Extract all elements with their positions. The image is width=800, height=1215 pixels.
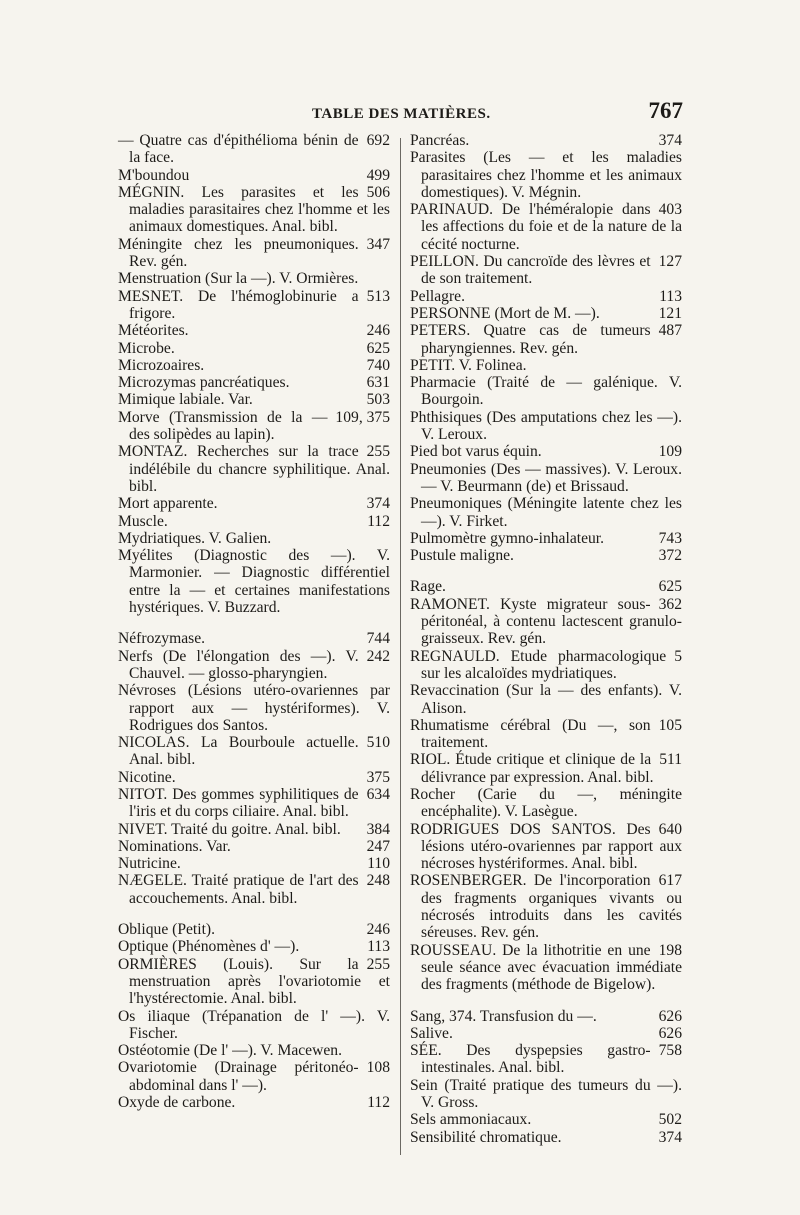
entry-text: NITOT. Des gommes syphilitiques de l'iris et du corps ciliaire. Anal. bibl.	[118, 785, 359, 821]
index-entry	[410, 461, 682, 496]
entry-text: Nicotine.	[118, 768, 176, 786]
entry-text: Menstruation (Sur la —). V. Ormières.	[118, 270, 359, 288]
entry-page: 502	[658, 1111, 682, 1129]
index-entry	[410, 322, 682, 357]
index-entry	[118, 769, 390, 786]
index-entry	[118, 855, 390, 872]
entry-text: Salive.	[410, 1024, 453, 1042]
entry-page: 372	[658, 547, 682, 565]
entry-page: 511	[659, 751, 682, 769]
index-entry	[410, 942, 682, 994]
entry-text: Morve (Transmission de la — des solipèdes au lapin).	[118, 408, 328, 444]
entry-page: 246	[366, 921, 390, 939]
index-entry	[118, 547, 390, 616]
index-entry	[118, 495, 390, 512]
entry-text: Sels ammoniacaux.	[410, 1111, 532, 1129]
entry-text: Optique (Phénomènes d' —).	[118, 938, 300, 956]
entry-page: 105	[658, 716, 682, 734]
entry-page: 255	[366, 955, 390, 973]
entry-page: 758	[658, 1042, 682, 1060]
index-entry	[410, 201, 682, 253]
entry-page: 113	[659, 287, 682, 305]
entry-text: RIOL. Étude critique et clinique de la délivrance par expression. Anal. bibl.	[410, 751, 654, 786]
entry-text: Microzoaires.	[118, 356, 205, 374]
entry-text: Pneumonies (Des — massives). V. Leroux. — V. Beurmann (de) et Brissaud.	[410, 460, 682, 495]
index-entry	[410, 530, 682, 547]
entry-page: 625	[366, 339, 390, 357]
entry-text: PETIT. V. Folinea.	[410, 356, 527, 374]
entry-text: NIVET. Traité du goitre. Anal. bibl.	[118, 820, 341, 838]
index-entry	[118, 1042, 390, 1059]
entry-text: Rocher (Carie du —, méningite encéphalite). V. Lasègue.	[410, 785, 682, 821]
page-header	[118, 98, 683, 128]
entry-page: 626	[658, 1024, 682, 1042]
entry-text: ROSENBERGER. De l'incorporation des fragments organiques vivants ou nécrosés introduits dans les cavités séreuses. Rev. gén.	[410, 872, 682, 942]
index-entry	[410, 751, 682, 786]
entry-text: Parasites (Les — et les maladies parasitaires chez l'homme et les animaux domestiques). V. Mégnin.	[410, 149, 682, 201]
entry-text: Nerfs (De l'élongation des —). V. Chauvel. — glosso-pharyngien.	[118, 647, 359, 682]
entry-text: Pancréas.	[410, 132, 470, 149]
section-gap	[118, 616, 390, 630]
entry-text: Néfrozymase.	[118, 630, 206, 648]
entry-page: 246	[366, 322, 390, 340]
index-entry	[410, 1111, 682, 1128]
entry-page: 503	[366, 391, 390, 409]
entry-text: PEILLON. Du cancroïde des lèvres et de son traitement.	[410, 253, 651, 288]
section-gap	[410, 994, 682, 1008]
index-entry	[118, 938, 390, 955]
index-entry	[118, 682, 390, 734]
index-entry	[410, 374, 682, 409]
index-entry	[118, 838, 390, 855]
entry-page: 403	[658, 201, 682, 219]
index-entry	[118, 184, 390, 236]
entry-text: Oxyde de carbone.	[118, 1094, 236, 1112]
index-entry	[410, 786, 682, 821]
entry-text: Sang, 374. Transfusion du —.	[410, 1007, 597, 1025]
entry-text: Os iliaque (Trépanation de l' —). V. Fischer.	[118, 1007, 390, 1042]
index-entry	[410, 821, 682, 873]
entry-page: 362	[658, 595, 682, 613]
index-entry	[118, 821, 390, 838]
entry-page: 744	[366, 630, 390, 648]
index-entry	[118, 374, 390, 391]
index-entry	[118, 288, 390, 323]
entry-text: Mydriatiques. V. Galien.	[118, 529, 272, 547]
index-entry	[410, 357, 682, 374]
entry-page: 108	[366, 1059, 390, 1077]
entry-page: 740	[366, 356, 390, 374]
index-entry	[410, 682, 682, 717]
index-entry	[410, 1025, 682, 1042]
entry-text: Pharmacie (Traité de — galénique. V. Bourgoin.	[410, 374, 682, 409]
index-entry	[118, 921, 390, 938]
entry-page: 510	[366, 734, 390, 752]
page-number: 767	[648, 98, 683, 123]
index-entry	[118, 357, 390, 374]
index-entry	[118, 409, 390, 444]
entry-text: Muscle.	[118, 512, 168, 530]
index-entry	[410, 1077, 682, 1112]
index-entry	[118, 513, 390, 530]
entry-page: 109	[658, 443, 682, 461]
entry-text: Mimique labiale. Var.	[118, 391, 253, 409]
index-entry	[410, 132, 682, 149]
index-entry	[118, 734, 390, 769]
index-entry	[118, 443, 390, 495]
entry-text: Nominations. Var.	[118, 837, 231, 855]
index-entry	[118, 872, 390, 907]
index-entry	[410, 717, 682, 752]
entry-text: Oblique (Petit).	[118, 921, 216, 939]
entry-text: Nutricine.	[118, 855, 181, 873]
index-entry	[118, 236, 390, 271]
entry-text: Rhumatisme cérébral (Du —, son traitement.	[410, 716, 651, 752]
column-divider	[400, 138, 401, 1155]
entry-page: 112	[367, 1094, 390, 1112]
index-entry	[410, 149, 682, 201]
entry-text: SÉE. Des dyspepsies gastro-intestinales. Anal. bibl.	[410, 1042, 651, 1077]
entry-page: 198	[658, 941, 682, 959]
index-entry	[410, 648, 682, 683]
entry-text: ORMIÈRES (Louis). Sur la menstruation après l'ovariotomie et l'hystérectomie. Anal. bibl.	[118, 955, 390, 1008]
entry-text: Sensibilité chromatique.	[410, 1128, 562, 1146]
entry-text: Sein (Traité pratique des tumeurs du —). V. Gross.	[410, 1076, 682, 1112]
entry-text: Pellagre.	[410, 287, 465, 305]
entry-page: 113	[367, 938, 390, 956]
entry-text: PARINAUD. De l'héméralopie dans les affections du foie et de la nature de la cécité nocturne.	[410, 201, 682, 253]
entry-page: 127	[658, 253, 682, 271]
index-entry	[410, 872, 682, 941]
index-entry	[118, 391, 390, 408]
entry-page: 255	[366, 443, 390, 461]
index-entry	[118, 1094, 390, 1111]
entry-page: 5	[674, 647, 682, 665]
index-entry	[118, 786, 390, 821]
entry-text: Mort apparente.	[118, 495, 218, 513]
index-entry	[118, 1008, 390, 1043]
entry-text: Névroses (Lésions utéro-ovariennes par rapport aux — hystériformes). V. Rodrigues dos Santos.	[118, 682, 390, 734]
entry-page: 121	[658, 304, 682, 322]
index-entry	[410, 305, 682, 322]
index-entry	[410, 253, 682, 288]
entry-text: PETERS. Quatre cas de tumeurs pharyngiennes. Rev. gén.	[410, 322, 651, 357]
index-entry	[118, 167, 390, 184]
entry-page: 374	[658, 1128, 682, 1146]
index-column-right	[410, 132, 682, 1146]
entry-text: MESNET. De l'hémoglobinurie a frigore.	[118, 287, 359, 322]
entry-text: Pustule maligne.	[410, 547, 514, 565]
index-entry	[118, 530, 390, 547]
entry-text: M'boundou	[118, 166, 190, 184]
entry-page: 617	[658, 872, 682, 890]
entry-page: 626	[658, 1007, 682, 1025]
entry-text: MÉGNIN. Les parasites et les maladies parasitaires chez l'homme et les animaux domestiques. Anal. bibl.	[118, 183, 390, 236]
running-title: TABLE DES MATIÈRES.	[312, 106, 491, 122]
entry-text: Pied bot varus équin.	[410, 443, 542, 461]
index-entry	[410, 288, 682, 305]
entry-page: 513	[366, 287, 390, 305]
entry-page: 247	[366, 837, 390, 855]
index-entry	[410, 443, 682, 460]
entry-text: MONTAZ. Recherches sur la trace indélébile du chancre syphilitique. Anal. bibl.	[118, 443, 390, 495]
entry-text: NICOLAS. La Bourboule actuelle. Anal. bibl.	[118, 734, 359, 769]
index-column-left	[118, 132, 390, 1111]
index-entry	[118, 322, 390, 339]
entry-text: Phthisiques (Des amputations chez les —). V. Leroux.	[410, 408, 682, 444]
entry-text: Ostéotomie (De l' —). V. Macewen.	[118, 1042, 342, 1060]
entry-text: — Quatre cas d'épithélioma bénin de la face.	[118, 132, 359, 167]
entry-page: 384	[366, 820, 390, 838]
index-entry	[410, 1042, 682, 1077]
entry-page: 692	[366, 132, 390, 149]
section-gap	[118, 907, 390, 921]
entry-text: Microzymas pancréatiques.	[118, 374, 290, 392]
index-entry	[118, 630, 390, 647]
entry-text: RODRIGUES DOS SANTOS. Des lésions utéro-ovariennes par rapport aux nécroses hystériformes. Anal. bibl.	[410, 820, 682, 873]
entry-text: Myélites (Diagnostic des —). V. Marmonier. — Diagnostic différentiel entre la — et certaines manifestations hystériques. V. Buzzard.	[118, 547, 390, 617]
entry-page: 242	[366, 647, 390, 665]
entry-text: Pneumoniques (Méningite latente chez les —). V. Firket.	[410, 495, 682, 530]
entry-page: 743	[658, 529, 682, 547]
entry-page: 347	[366, 235, 390, 253]
entry-text: REGNAULD. Etude pharmacologique sur les alcaloïdes mydriatiques.	[410, 647, 667, 682]
index-entry	[410, 1129, 682, 1146]
entry-text: Revaccination (Sur la — des enfants). V. Alison.	[410, 682, 682, 717]
index-entry	[410, 495, 682, 530]
entry-page: 499	[366, 166, 390, 184]
entry-page: 487	[658, 322, 682, 340]
index-entry	[410, 409, 682, 444]
entry-page: 248	[366, 872, 390, 890]
index-entry	[118, 648, 390, 683]
index-entry	[410, 547, 682, 564]
entry-text: Microbe.	[118, 339, 175, 357]
entry-page: 110	[367, 855, 390, 873]
index-entry	[410, 596, 682, 648]
entry-text: Pulmomètre gymno-inhalateur.	[410, 529, 605, 547]
entry-text: Rage.	[410, 578, 446, 596]
entry-page: 109, 375	[335, 408, 390, 426]
entry-text: Méningite chez les pneumoniques. Rev. gén.	[118, 235, 359, 271]
entry-page: 506	[366, 183, 390, 201]
entry-page: 374	[658, 132, 682, 149]
entry-page: 640	[658, 820, 682, 838]
section-gap	[410, 564, 682, 578]
entry-text: ROUSSEAU. De la lithotritie en une seule séance avec évacuation immédiate des fragments (méthode de Bigelow).	[410, 941, 682, 994]
entry-page: 625	[658, 578, 682, 596]
entry-text: RAMONET. Kyste migrateur sous-péritonéal, à contenu lactescent granulo-graisseux. Rev. gén.	[410, 595, 682, 648]
index-entry	[118, 956, 390, 1008]
index-entry	[410, 578, 682, 595]
entry-page: 631	[366, 374, 390, 392]
index-entry	[118, 132, 390, 167]
index-entry	[118, 270, 390, 287]
index-entry	[410, 1008, 682, 1025]
entry-page: 375	[366, 768, 390, 786]
entry-text: Ovariotomie (Drainage péritonéo-abdominal dans l' —).	[118, 1059, 359, 1094]
entry-page: 374	[366, 495, 390, 513]
entry-text: Météorites.	[118, 322, 189, 340]
entry-text: PERSONNE (Mort de M. —).	[410, 304, 600, 322]
entry-page: 112	[367, 512, 390, 530]
index-entry	[118, 340, 390, 357]
entry-text: NÆGELE. Traité pratique de l'art des accouchements. Anal. bibl.	[118, 872, 359, 907]
index-entry	[118, 1059, 390, 1094]
entry-page: 634	[366, 785, 390, 803]
